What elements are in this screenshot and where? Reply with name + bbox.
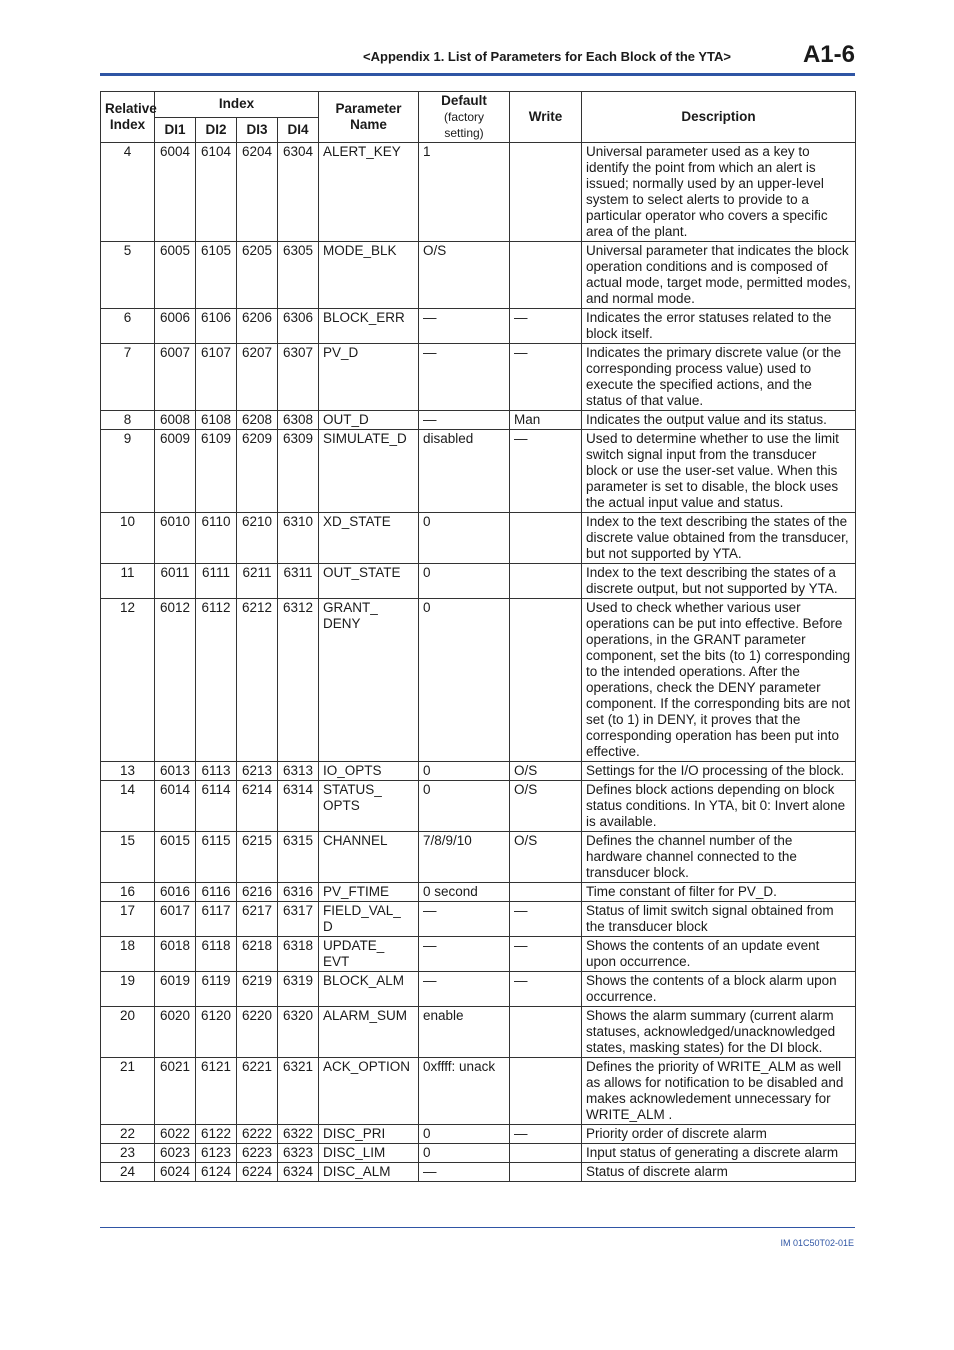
cell-description: Priority order of discrete alarm <box>582 1125 856 1144</box>
cell-di1: 6013 <box>155 762 196 781</box>
header-default <box>419 92 510 143</box>
cell-description: Indicates the error statuses related to the block itself. <box>582 309 856 344</box>
cell-parameter-name: FIELD_VAL_ D <box>319 902 419 937</box>
cell-parameter-name: PV_FTIME <box>319 883 419 902</box>
cell-parameter-name: DISC_LIM <box>319 1144 419 1163</box>
cell-di1: 6017 <box>155 902 196 937</box>
cell-di3: 6208 <box>237 411 278 430</box>
cell-parameter-name: OUT_D <box>319 411 419 430</box>
cell-di3: 6206 <box>237 309 278 344</box>
cell-parameter-name: BLOCK_ERR <box>319 309 419 344</box>
cell-di1: 6008 <box>155 411 196 430</box>
cell-di2: 6109 <box>196 430 237 513</box>
header-default-sub: (factory setting) <box>444 110 485 140</box>
cell-relative-index: 18 <box>101 937 155 972</box>
cell-default: disabled <box>419 430 510 513</box>
cell-write: — <box>510 902 582 937</box>
cell-di2: 6108 <box>196 411 237 430</box>
cell-di4: 6308 <box>278 411 319 430</box>
cell-di2: 6120 <box>196 1007 237 1058</box>
cell-di1: 6015 <box>155 832 196 883</box>
cell-di3: 6211 <box>237 564 278 599</box>
cell-di2: 6115 <box>196 832 237 883</box>
cell-di1: 6023 <box>155 1144 196 1163</box>
cell-write <box>510 599 582 762</box>
cell-parameter-name: ACK_OPTION <box>319 1058 419 1125</box>
document-number: IM 01C50T02-01E <box>780 1238 854 1248</box>
cell-parameter-name: SIMULATE_D <box>319 430 419 513</box>
cell-write <box>510 1144 582 1163</box>
cell-di1: 6010 <box>155 513 196 564</box>
table-row <box>101 762 856 781</box>
cell-relative-index: 22 <box>101 1125 155 1144</box>
cell-parameter-name: GRANT_ DENY <box>319 599 419 762</box>
parameter-table <box>100 91 856 1182</box>
cell-default: 0 <box>419 599 510 762</box>
cell-write: O/S <box>510 832 582 883</box>
cell-default: 0 <box>419 1125 510 1144</box>
cell-di3: 6216 <box>237 883 278 902</box>
cell-di2: 6119 <box>196 972 237 1007</box>
cell-di3: 6204 <box>237 143 278 242</box>
cell-parameter-name: STATUS_ OPTS <box>319 781 419 832</box>
table-body <box>101 143 856 1182</box>
cell-di3: 6219 <box>237 972 278 1007</box>
table-row <box>101 309 856 344</box>
cell-write <box>510 513 582 564</box>
cell-di3: 6209 <box>237 430 278 513</box>
cell-di4: 6320 <box>278 1007 319 1058</box>
cell-parameter-name: UPDATE_ EVT <box>319 937 419 972</box>
cell-di3: 6217 <box>237 902 278 937</box>
cell-di3: 6210 <box>237 513 278 564</box>
cell-default: 0 <box>419 762 510 781</box>
cell-default: 0 second <box>419 883 510 902</box>
cell-parameter-name: PV_D <box>319 344 419 411</box>
header-di4: DI4 <box>278 117 319 143</box>
cell-default: 7/8/9/10 <box>419 832 510 883</box>
cell-write: O/S <box>510 762 582 781</box>
cell-description: Shows the alarm summary (current alarm statuses, acknowledged/unacknowledged states, masking states) for the DI block. <box>582 1007 856 1058</box>
cell-description: Shows the contents of a block alarm upon occurrence. <box>582 972 856 1007</box>
cell-relative-index: 16 <box>101 883 155 902</box>
cell-di3: 6213 <box>237 762 278 781</box>
cell-di1: 6018 <box>155 937 196 972</box>
cell-di1: 6022 <box>155 1125 196 1144</box>
cell-write: — <box>510 1125 582 1144</box>
cell-write <box>510 564 582 599</box>
cell-write: — <box>510 309 582 344</box>
header-di1: DI1 <box>155 117 196 143</box>
page-number: A1-6 <box>802 41 855 68</box>
cell-di4: 6313 <box>278 762 319 781</box>
cell-di2: 6106 <box>196 309 237 344</box>
cell-relative-index: 11 <box>101 564 155 599</box>
header-title: <Appendix 1. List of Parameters for Each Block of the YTA> <box>363 49 731 64</box>
table-row <box>101 1007 856 1058</box>
cell-write <box>510 242 582 309</box>
cell-di4: 6322 <box>278 1125 319 1144</box>
table-row <box>101 513 856 564</box>
cell-di1: 6006 <box>155 309 196 344</box>
table-row <box>101 1144 856 1163</box>
cell-di1: 6012 <box>155 599 196 762</box>
cell-di2: 6118 <box>196 937 237 972</box>
cell-default: — <box>419 1163 510 1182</box>
header-relative-index: Relative Index <box>101 92 155 143</box>
cell-write: Man <box>510 411 582 430</box>
cell-di4: 6314 <box>278 781 319 832</box>
cell-di1: 6024 <box>155 1163 196 1182</box>
cell-relative-index: 21 <box>101 1058 155 1125</box>
table-row <box>101 1125 856 1144</box>
cell-relative-index: 20 <box>101 1007 155 1058</box>
cell-di3: 6221 <box>237 1058 278 1125</box>
cell-di2: 6123 <box>196 1144 237 1163</box>
cell-di2: 6112 <box>196 599 237 762</box>
cell-di3: 6223 <box>237 1144 278 1163</box>
cell-di4: 6312 <box>278 599 319 762</box>
cell-parameter-name: DISC_ALM <box>319 1163 419 1182</box>
cell-description: Status of discrete alarm <box>582 1163 856 1182</box>
header-rule <box>100 73 855 76</box>
header-di2: DI2 <box>196 117 237 143</box>
footer-rule <box>100 1227 855 1228</box>
cell-description: Indicates the primary discrete value (or the corresponding process value) used to execute the specified actions, and the status of that value. <box>582 344 856 411</box>
cell-default: — <box>419 937 510 972</box>
cell-description: Used to check whether various user operations can be put into effective. Before operations, in the GRANT parameter component, set the bits (to 1) corresponding to the intended operations. After the operations, check the DENY parameter component. If the corresponding bits are not set (to 1) in DENY, it proves that the corresponding operation has been put into effective. <box>582 599 856 762</box>
cell-di1: 6021 <box>155 1058 196 1125</box>
cell-di4: 6323 <box>278 1144 319 1163</box>
header-di3: DI3 <box>237 117 278 143</box>
cell-description: Settings for the I/O processing of the block. <box>582 762 856 781</box>
cell-di4: 6315 <box>278 832 319 883</box>
cell-relative-index: 15 <box>101 832 155 883</box>
cell-relative-index: 9 <box>101 430 155 513</box>
cell-di4: 6316 <box>278 883 319 902</box>
cell-di4: 6319 <box>278 972 319 1007</box>
cell-di4: 6309 <box>278 430 319 513</box>
cell-description: Defines the channel number of the hardware channel connected to the transducer block. <box>582 832 856 883</box>
header-index: Index <box>155 92 319 118</box>
cell-di3: 6214 <box>237 781 278 832</box>
cell-description: Universal parameter that indicates the block operation conditions and is composed of actual mode, target mode, permitted modes, and normal mode. <box>582 242 856 309</box>
cell-description: Universal parameter used as a key to identify the point from which an alert is issued; normally used by an upper-level system to select alerts to provide to a particular operator who covers a specific area of the plant. <box>582 143 856 242</box>
cell-di4: 6318 <box>278 937 319 972</box>
cell-default: — <box>419 411 510 430</box>
header-description: Description <box>582 92 856 143</box>
cell-relative-index: 24 <box>101 1163 155 1182</box>
cell-di2: 6117 <box>196 902 237 937</box>
cell-description: Input status of generating a discrete alarm <box>582 1144 856 1163</box>
cell-write: — <box>510 430 582 513</box>
cell-di2: 6107 <box>196 344 237 411</box>
header-default-label: Default <box>441 93 487 108</box>
cell-di3: 6205 <box>237 242 278 309</box>
cell-default: O/S <box>419 242 510 309</box>
cell-di1: 6004 <box>155 143 196 242</box>
cell-description: Defines block actions depending on block status conditions. In YTA, bit 0: Invert alone is available. <box>582 781 856 832</box>
cell-parameter-name: ALERT_KEY <box>319 143 419 242</box>
cell-di4: 6305 <box>278 242 319 309</box>
cell-default: 0 <box>419 564 510 599</box>
cell-write <box>510 883 582 902</box>
cell-di2: 6124 <box>196 1163 237 1182</box>
table-row <box>101 972 856 1007</box>
cell-relative-index: 14 <box>101 781 155 832</box>
table-row <box>101 430 856 513</box>
cell-di3: 6207 <box>237 344 278 411</box>
cell-relative-index: 6 <box>101 309 155 344</box>
cell-parameter-name: XD_STATE <box>319 513 419 564</box>
cell-di3: 6218 <box>237 937 278 972</box>
cell-relative-index: 19 <box>101 972 155 1007</box>
cell-parameter-name: CHANNEL <box>319 832 419 883</box>
cell-relative-index: 23 <box>101 1144 155 1163</box>
table-row <box>101 344 856 411</box>
cell-di4: 6304 <box>278 143 319 242</box>
cell-default: 1 <box>419 143 510 242</box>
cell-di3: 6222 <box>237 1125 278 1144</box>
cell-default: 0 <box>419 781 510 832</box>
table-row <box>101 411 856 430</box>
table-row <box>101 599 856 762</box>
cell-write <box>510 1007 582 1058</box>
cell-relative-index: 13 <box>101 762 155 781</box>
cell-relative-index: 4 <box>101 143 155 242</box>
cell-description: Index to the text describing the states of the discrete value obtained from the transducer, but not supported by YTA. <box>582 513 856 564</box>
cell-di4: 6310 <box>278 513 319 564</box>
cell-di2: 6111 <box>196 564 237 599</box>
table-row <box>101 902 856 937</box>
cell-di2: 6122 <box>196 1125 237 1144</box>
cell-di2: 6104 <box>196 143 237 242</box>
cell-write <box>510 1058 582 1125</box>
cell-default: enable <box>419 1007 510 1058</box>
cell-di2: 6113 <box>196 762 237 781</box>
cell-di2: 6121 <box>196 1058 237 1125</box>
cell-description: Time constant of filter for PV_D. <box>582 883 856 902</box>
cell-description: Used to determine whether to use the limit switch signal input from the transducer block or use the user-set value. When this parameter is set to disable, the block uses the actual input value and status. <box>582 430 856 513</box>
header-write: Write <box>510 92 582 143</box>
cell-relative-index: 7 <box>101 344 155 411</box>
cell-di1: 6007 <box>155 344 196 411</box>
cell-write: — <box>510 972 582 1007</box>
cell-relative-index: 5 <box>101 242 155 309</box>
header-parameter-name: Parameter Name <box>319 92 419 143</box>
cell-default: — <box>419 309 510 344</box>
cell-write <box>510 143 582 242</box>
cell-parameter-name: ALARM_SUM <box>319 1007 419 1058</box>
cell-parameter-name: BLOCK_ALM <box>319 972 419 1007</box>
cell-di4: 6321 <box>278 1058 319 1125</box>
page-header <box>100 40 855 74</box>
cell-di4: 6324 <box>278 1163 319 1182</box>
cell-di4: 6306 <box>278 309 319 344</box>
cell-di1: 6019 <box>155 972 196 1007</box>
cell-write: O/S <box>510 781 582 832</box>
cell-default: — <box>419 902 510 937</box>
cell-di1: 6020 <box>155 1007 196 1058</box>
table-row <box>101 564 856 599</box>
table-row <box>101 832 856 883</box>
cell-description: Indicates the output value and its status. <box>582 411 856 430</box>
table-row <box>101 1058 856 1125</box>
cell-parameter-name: OUT_STATE <box>319 564 419 599</box>
cell-di1: 6016 <box>155 883 196 902</box>
cell-di1: 6011 <box>155 564 196 599</box>
cell-parameter-name: IO_OPTS <box>319 762 419 781</box>
cell-di1: 6014 <box>155 781 196 832</box>
cell-write: — <box>510 344 582 411</box>
cell-di1: 6009 <box>155 430 196 513</box>
cell-di4: 6317 <box>278 902 319 937</box>
cell-relative-index: 17 <box>101 902 155 937</box>
cell-di2: 6114 <box>196 781 237 832</box>
cell-default: 0xffff: unack <box>419 1058 510 1125</box>
cell-di2: 6110 <box>196 513 237 564</box>
cell-di4: 6311 <box>278 564 319 599</box>
table-row <box>101 143 856 242</box>
cell-di2: 6116 <box>196 883 237 902</box>
cell-parameter-name: DISC_PRI <box>319 1125 419 1144</box>
cell-description: Status of limit switch signal obtained from the transducer block <box>582 902 856 937</box>
cell-di3: 6212 <box>237 599 278 762</box>
cell-di3: 6224 <box>237 1163 278 1182</box>
cell-di2: 6105 <box>196 242 237 309</box>
table-row <box>101 781 856 832</box>
cell-relative-index: 12 <box>101 599 155 762</box>
cell-default: 0 <box>419 1144 510 1163</box>
cell-relative-index: 8 <box>101 411 155 430</box>
cell-description: Index to the text describing the states of a discrete output, but not supported by YTA. <box>582 564 856 599</box>
table-row <box>101 242 856 309</box>
cell-relative-index: 10 <box>101 513 155 564</box>
cell-di1: 6005 <box>155 242 196 309</box>
cell-default: — <box>419 972 510 1007</box>
cell-description: Shows the contents of an update event upon occurrence. <box>582 937 856 972</box>
cell-di3: 6215 <box>237 832 278 883</box>
cell-default: — <box>419 344 510 411</box>
table-row <box>101 937 856 972</box>
cell-write <box>510 1163 582 1182</box>
table-row <box>101 1163 856 1182</box>
cell-di3: 6220 <box>237 1007 278 1058</box>
cell-default: 0 <box>419 513 510 564</box>
cell-parameter-name: MODE_BLK <box>319 242 419 309</box>
cell-di4: 6307 <box>278 344 319 411</box>
cell-description: Defines the priority of WRITE_ALM as well as allows for notification to be disabled and makes acknowledement unnecessary for WRITE_ALM . <box>582 1058 856 1125</box>
cell-write: — <box>510 937 582 972</box>
table-row <box>101 883 856 902</box>
